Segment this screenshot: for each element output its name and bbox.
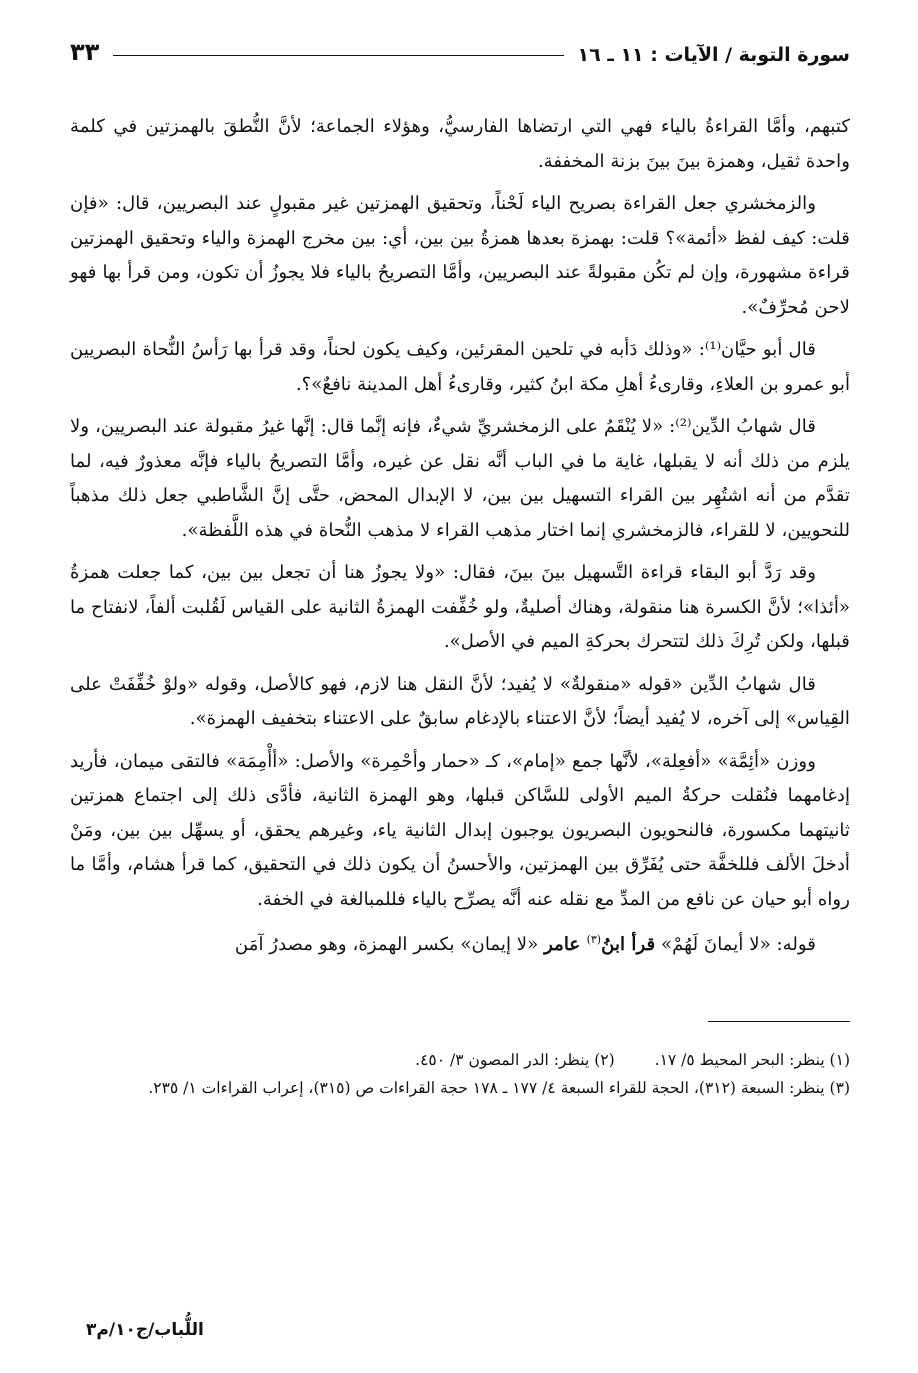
last-bold: قرأ ابنُ — [601, 934, 656, 956]
footnotes — [70, 1048, 850, 1100]
main-text — [70, 110, 850, 963]
footnote-2: (٢) ينظر: الدر المصون ٣/ ٤٥٠. — [415, 1050, 615, 1069]
header-title: سورة التوبة / الآيات : ١١ ـ ١٦ — [577, 44, 850, 66]
last-suffix: «لا إيمان» بكسر الهمزة، وهو مصدرُ آمَن — [234, 934, 545, 956]
footnote-row-1 — [70, 1048, 850, 1072]
last-bold-2: عامر — [544, 934, 587, 956]
paragraph-1: كتبهم، وأمَّا القراءةُ بالياء فهي التي ارتضاها الفارسيُّ، وهؤلاء الجماعة؛ لأنَّ النُّطقَ بالهمزتين في كلمة واحدة ثقيل، وهمزة بينَ بينَ بزنة المخففة. — [70, 116, 850, 172]
last-prefix: قوله: «لا أيمانَ لَهُمْ» — [655, 934, 816, 956]
footnote-3: (٣) ينظر: السبعة (٣١٢)، الحجة للقراء السبعة ٤/ ١٧٧ ـ ١٧٨ حجة القراءات ص (٣١٥)، إعراب القراءات ١/ ٢٣٥. — [148, 1078, 850, 1097]
folio-signature: اللُّباب/ج١٠/م٣ — [86, 1320, 204, 1340]
paragraph-3: قال أبو حيَّان⁽¹⁾: «وذلك دَأبه في تلحين المقرئين، وكيف يكون لحناً، وقد قرأ بها رَأسُ النُّحاة البصريين أبو عمرو بن العلاءِ، وقارىءُ أهلِ مكة ابنُ كثير، وقارىءُ أهل المدينة نافعٌ»؟. — [70, 339, 850, 395]
paragraph-2: والزمخشري جعل القراءة بصريح الياء لَحْناً، وتحقيق الهمزتين غير مقبولٍ عند البصريين، قال: «فإن قلت: كيف لفظ «أئمة»؟ قلت: بهمزة بعدها همزةُ بين بين، أي: بين مخرج الهمزة والياء وتحقيق الهمزتين قراءة مشهورة، وإن لم تكُن مقبولةً عند البصريين، وأمَّا التصريحُ بالياء فلا يجوزُ أن تكون، ومن قرأ بها فهو لاحن مُحرِّفٌ». — [70, 193, 850, 318]
paragraph-5: وقد رَدَّ أبو البقاء قراءة التَّسهيل بينَ بينَ، فقال: «ولا يجوزُ هنا أن تجعل بين بين، كما جعلت همزةُ «أئذا»؛ لأنَّ الكسرة هنا منقولة، وهناك أصليةٌ، ولو خُفِّفت الهمزةُ الثانية على القياس لَقُلبت ألفاً، لانفتاح ما قبلها، ولكن تُرِكَ ذلك لتتحرك بحركةِ الميم في الأصل». — [70, 562, 850, 652]
paragraph-8 — [70, 923, 850, 963]
paragraph-6: قال شهابُ الدِّين «قوله «منقولةٌ» لا يُفيد؛ لأنَّ النقل هنا لازم، فهو كالأصل، وقوله «ولوْ خُفِّفَتْ على القِياس» إلى آخره، لا يُفيد أيضاً؛ لأنَّ الاعتناء بالإدغام سابقٌ على الاعتناء بتخفيف الهمزة». — [70, 673, 850, 729]
paragraph-4: قال شهابُ الدِّين⁽²⁾: «لا يُنْقَمُ على الزمخشريِّ شيءٌ، فإنه إنَّما قال: إنَّها غيرُ مقبولة عند البصريين، ولا يلزم من ذلك أنه لا يقبلها، غاية ما في الباب أنَّه نقل عن غيره، وأمَّا التصريحُ بالياء فإنَّه معذورٌ فيه، لما تقدَّم من أنه اشتُهِر بين القراء التسهيل بين بين، لا الإبدال المحض، حتَّى إنَّ الشَّاطبي جعل ذلك مذهباً للنحويين، لا للقراء، فالزمخشري إنما اختار مذهب القراء لا مذهب النُّحاة في هذه اللَّفظة». — [70, 416, 850, 541]
footnote-1: (١) ينظر: البحر المحيط ٥/ ١٧. — [654, 1050, 850, 1069]
footnote-rule — [708, 1021, 850, 1022]
document-page — [70, 24, 850, 1104]
page-number: ٣٣ — [70, 38, 100, 66]
paragraph-7: ووزن «أئِمَّة» «أفعِلة»، لأنَّها جمع «إمام»، كـ «حمار وأحْمِرة» والأصل: «أأْمِمَة» فالتقى ميمان، فأريد إدغامهما فنُقلت حركةُ الميم الأولى للسَّاكن قبلها، وهو الهمزة الثانية، فأدَّى ذلك إلى اجتماع همزتين ثانيتهما مكسورة، فالنحويون البصريون يوجبون إبدال الثانية ياء، وغيرهم يحقق، أو يسهِّل بين بين، ومَنْ أدخلَ الألف فللخفَّة حتى يُفَرِّق بين الهمزتين، والأحسنُ أن يكون ذلك في التحقيق، كما قرأ هشام، وأمَّا ما رواه أبو حيان عن نافع من المدِّ مع نقله عنه أنَّه يصرِّح بالياء فللمبالغة في الخفة. — [70, 750, 850, 910]
footnote-ref-3: (٣) — [586, 933, 602, 946]
header-rule — [113, 55, 563, 56]
running-header — [70, 24, 850, 66]
